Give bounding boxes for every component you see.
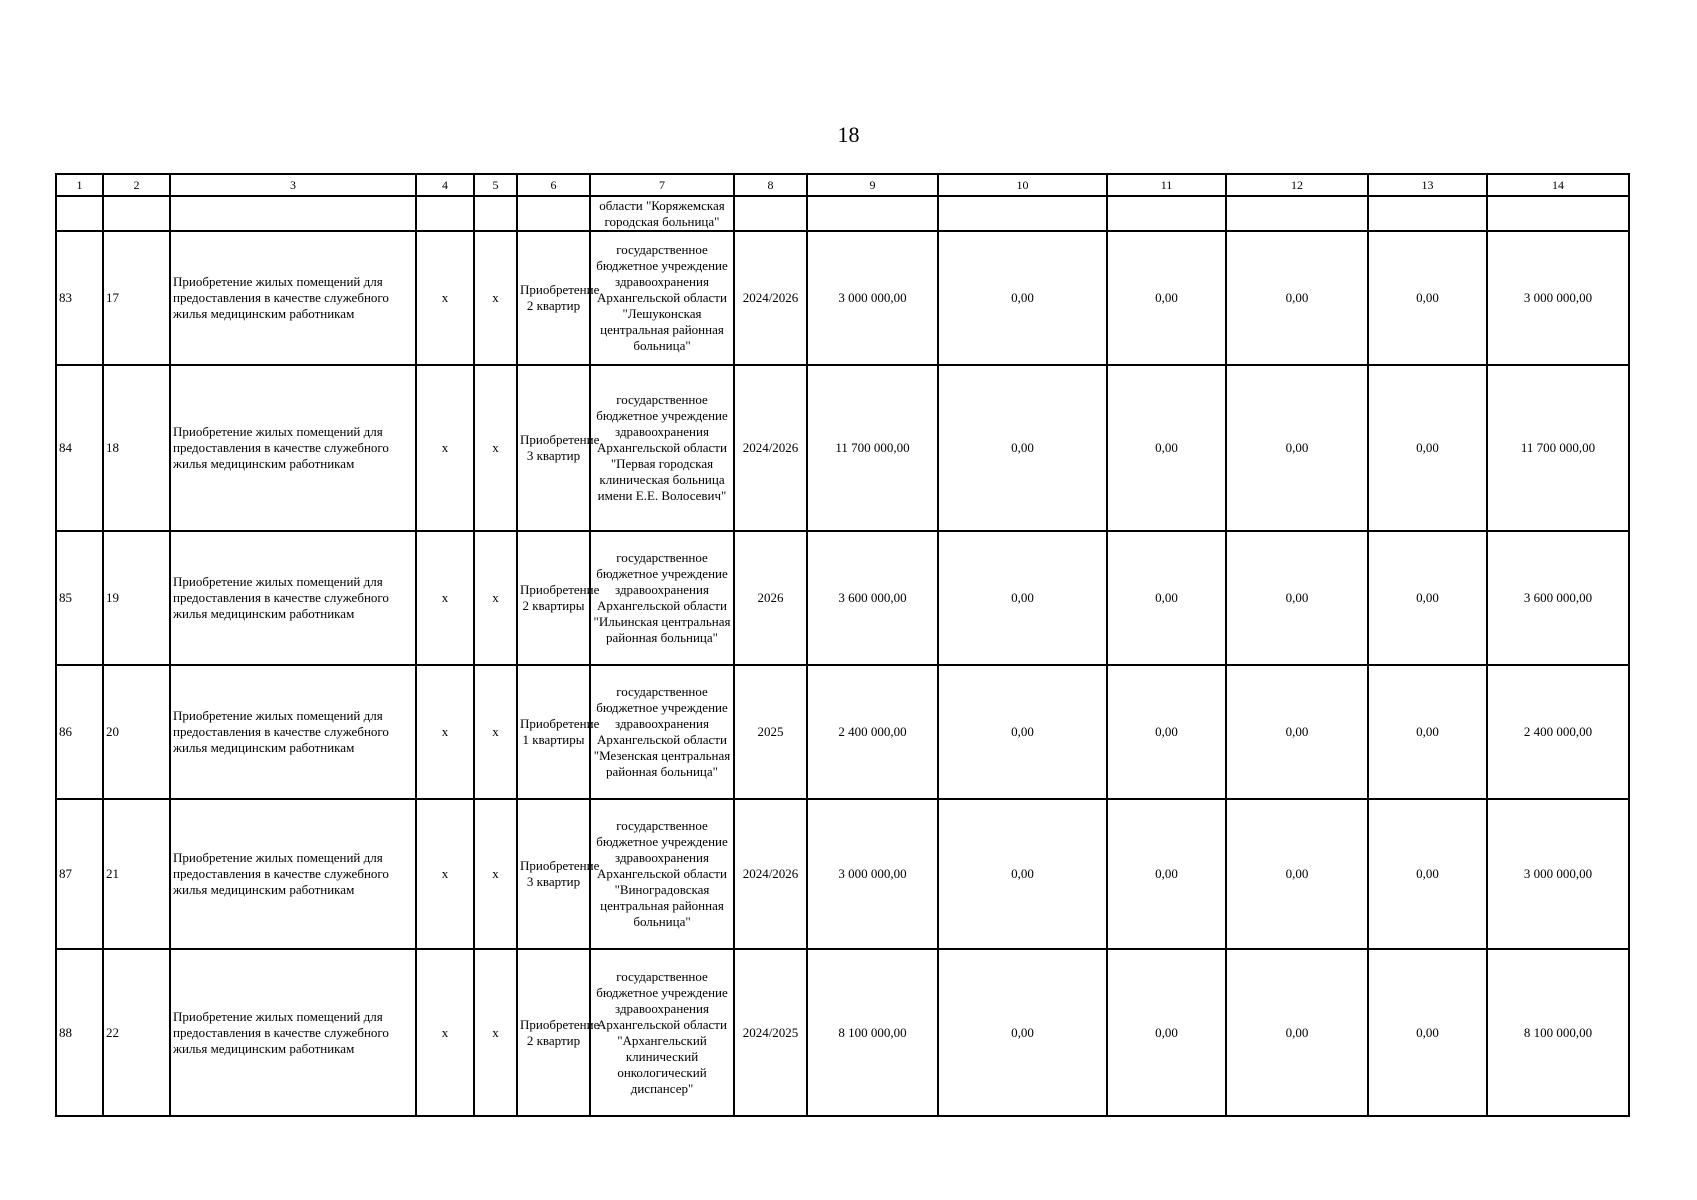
result-cell: Приобретение 2 квартир	[517, 949, 590, 1116]
amount-cell: 0,00	[938, 531, 1107, 665]
col5-cell: x	[474, 231, 517, 365]
row-number-cell: 83	[56, 231, 103, 365]
amount-cell: 0,00	[938, 665, 1107, 799]
column-number-cell: 8	[734, 174, 807, 196]
column-number-cell: 9	[807, 174, 938, 196]
table-row	[56, 665, 1629, 799]
column-number-cell: 12	[1226, 174, 1368, 196]
total-cell: 8 100 000,00	[1487, 949, 1629, 1116]
amount-cell: 0,00	[1368, 531, 1487, 665]
item-number-cell: 19	[103, 531, 170, 665]
empty-cell	[103, 196, 170, 231]
result-cell: Приобретение 3 квартир	[517, 799, 590, 949]
col5-cell: x	[474, 799, 517, 949]
empty-cell	[938, 196, 1107, 231]
empty-cell	[1107, 196, 1226, 231]
organization-cell: государственное бюджетное учреждение здравоохранения Архангельской области "Мезенская центральная районная больница"	[590, 665, 734, 799]
amount-cell: 0,00	[938, 949, 1107, 1116]
continuation-row	[56, 196, 1629, 231]
empty-cell	[734, 196, 807, 231]
total-cell: 2 400 000,00	[1487, 665, 1629, 799]
column-number-cell: 6	[517, 174, 590, 196]
amount-cell: 0,00	[1368, 665, 1487, 799]
amount-cell: 0,00	[1107, 365, 1226, 531]
empty-cell	[1368, 196, 1487, 231]
organization-cell: государственное бюджетное учреждение здравоохранения Архангельской области "Лешуконская центральная районная больница"	[590, 231, 734, 365]
amount-cell: 0,00	[1107, 799, 1226, 949]
empty-cell	[170, 196, 416, 231]
column-number-cell: 7	[590, 174, 734, 196]
column-number-cell: 5	[474, 174, 517, 196]
activity-name-cell: Приобретение жилых помещений для предоставления в качестве служебного жилья медицинским работникам	[170, 665, 416, 799]
period-cell: 2025	[734, 665, 807, 799]
item-number-cell: 17	[103, 231, 170, 365]
empty-cell	[416, 196, 474, 231]
amount-cell: 3 000 000,00	[807, 799, 938, 949]
amount-cell: 3 600 000,00	[807, 531, 938, 665]
amount-cell: 0,00	[1226, 949, 1368, 1116]
amount-cell: 0,00	[1226, 665, 1368, 799]
col4-cell: x	[416, 531, 474, 665]
item-number-cell: 20	[103, 665, 170, 799]
period-cell: 2024/2026	[734, 231, 807, 365]
amount-cell: 0,00	[1368, 949, 1487, 1116]
empty-cell	[1487, 196, 1629, 231]
amount-cell: 0,00	[1368, 799, 1487, 949]
activity-name-cell: Приобретение жилых помещений для предоставления в качестве служебного жилья медицинским работникам	[170, 365, 416, 531]
total-cell: 3 000 000,00	[1487, 231, 1629, 365]
period-cell: 2026	[734, 531, 807, 665]
col4-cell: x	[416, 949, 474, 1116]
activity-name-cell: Приобретение жилых помещений для предоставления в качестве служебного жилья медицинским работникам	[170, 231, 416, 365]
amount-cell: 3 000 000,00	[807, 231, 938, 365]
col4-cell: x	[416, 365, 474, 531]
item-number-cell: 22	[103, 949, 170, 1116]
item-number-cell: 21	[103, 799, 170, 949]
organization-cell: области "Коряжемская городская больница"	[590, 196, 734, 231]
amount-cell: 0,00	[1107, 231, 1226, 365]
row-number-cell: 84	[56, 365, 103, 531]
page-number: 18	[837, 122, 860, 147]
row-number-cell: 87	[56, 799, 103, 949]
row-number-cell: 85	[56, 531, 103, 665]
amount-cell: 8 100 000,00	[807, 949, 938, 1116]
amount-cell: 0,00	[1368, 231, 1487, 365]
empty-cell	[517, 196, 590, 231]
amount-cell: 0,00	[1226, 231, 1368, 365]
amount-cell: 0,00	[938, 365, 1107, 531]
row-number-cell: 88	[56, 949, 103, 1116]
amount-cell: 0,00	[1226, 365, 1368, 531]
total-cell: 11 700 000,00	[1487, 365, 1629, 531]
amount-cell: 0,00	[938, 799, 1107, 949]
amount-cell: 0,00	[1226, 799, 1368, 949]
period-cell: 2024/2025	[734, 949, 807, 1116]
table-row	[56, 531, 1629, 665]
result-cell: Приобретение 2 квартир	[517, 231, 590, 365]
amount-cell: 0,00	[1368, 365, 1487, 531]
activity-name-cell: Приобретение жилых помещений для предоставления в качестве служебного жилья медицинским работникам	[170, 531, 416, 665]
empty-cell	[807, 196, 938, 231]
result-cell: Приобретение 3 квартир	[517, 365, 590, 531]
table-row	[56, 799, 1629, 949]
column-number-cell: 4	[416, 174, 474, 196]
column-number-cell: 14	[1487, 174, 1629, 196]
organization-cell: государственное бюджетное учреждение здравоохранения Архангельской области "Архангельский клинический онкологический диспансер"	[590, 949, 734, 1116]
column-number-cell: 3	[170, 174, 416, 196]
column-number-cell: 2	[103, 174, 170, 196]
amount-cell: 0,00	[938, 231, 1107, 365]
column-number-cell: 1	[56, 174, 103, 196]
amount-cell: 0,00	[1107, 531, 1226, 665]
total-cell: 3 000 000,00	[1487, 799, 1629, 949]
amount-cell: 0,00	[1226, 531, 1368, 665]
col4-cell: x	[416, 231, 474, 365]
organization-cell: государственное бюджетное учреждение здравоохранения Архангельской области "Ильинская центральная районная больница"	[590, 531, 734, 665]
col5-cell: x	[474, 665, 517, 799]
amount-cell: 11 700 000,00	[807, 365, 938, 531]
col4-cell: x	[416, 799, 474, 949]
column-number-cell: 13	[1368, 174, 1487, 196]
item-number-cell: 18	[103, 365, 170, 531]
result-cell: Приобретение 2 квартиры	[517, 531, 590, 665]
column-number-cell: 11	[1107, 174, 1226, 196]
period-cell: 2024/2026	[734, 799, 807, 949]
activity-name-cell: Приобретение жилых помещений для предоставления в качестве служебного жилья медицинским работникам	[170, 799, 416, 949]
empty-cell	[56, 196, 103, 231]
col5-cell: x	[474, 365, 517, 531]
amount-cell: 0,00	[1107, 665, 1226, 799]
organization-cell: государственное бюджетное учреждение здравоохранения Архангельской области "Первая городская клиническая больница имени Е.Е. Волосевич"	[590, 365, 734, 531]
organization-cell: государственное бюджетное учреждение здравоохранения Архангельской области "Виноградовская центральная районная больница"	[590, 799, 734, 949]
amount-cell: 2 400 000,00	[807, 665, 938, 799]
column-number-cell: 10	[938, 174, 1107, 196]
col5-cell: x	[474, 531, 517, 665]
col5-cell: x	[474, 949, 517, 1116]
program-table	[55, 173, 1630, 1117]
empty-cell	[1226, 196, 1368, 231]
row-number-cell: 86	[56, 665, 103, 799]
column-number-row	[56, 174, 1629, 196]
activity-name-cell: Приобретение жилых помещений для предоставления в качестве служебного жилья медицинским работникам	[170, 949, 416, 1116]
table-row	[56, 231, 1629, 365]
amount-cell: 0,00	[1107, 949, 1226, 1116]
table-row	[56, 365, 1629, 531]
period-cell: 2024/2026	[734, 365, 807, 531]
table-row	[56, 949, 1629, 1116]
total-cell: 3 600 000,00	[1487, 531, 1629, 665]
col4-cell: x	[416, 665, 474, 799]
empty-cell	[474, 196, 517, 231]
result-cell: Приобретение 1 квартиры	[517, 665, 590, 799]
